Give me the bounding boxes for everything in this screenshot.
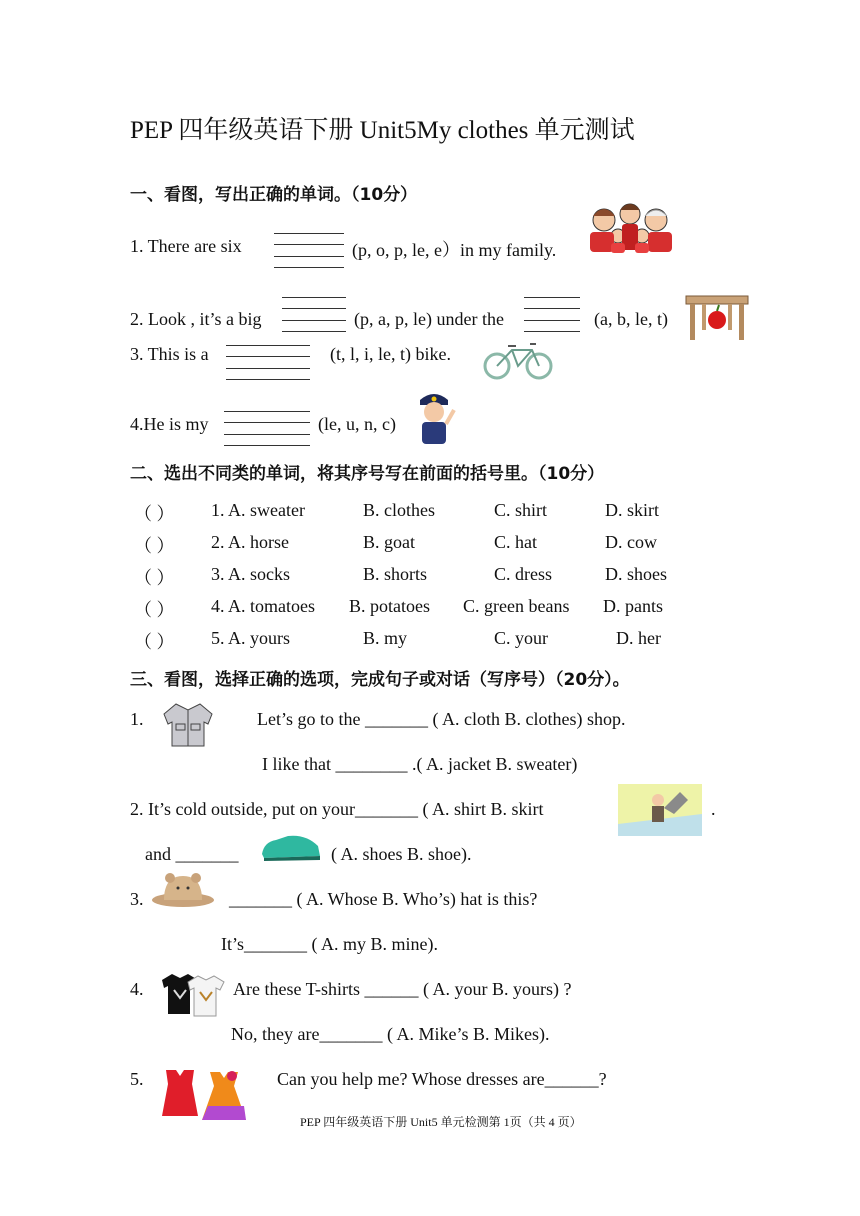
s3-q3-line1: _______ ( A. Whose B. Who’s) hat is this? [229, 889, 538, 909]
s2-option-d: D. shoes [605, 564, 667, 584]
t-shirts-icon [158, 972, 228, 1018]
s2-option-c: C. your [494, 628, 548, 648]
s1-q3-hint: (t, l, i, le, t) bike. [330, 344, 451, 364]
policeman-icon [408, 388, 460, 446]
family-picture-icon [584, 192, 678, 254]
s3-q1-line2: I like that ________ .( A. jacket B. sweater) [262, 754, 578, 774]
s2-option-a: 5. A. yours [211, 628, 291, 648]
s1-q4-line-4 [224, 445, 310, 446]
s2-option-a: 1. A. sweater [211, 500, 305, 520]
s1-q2-line-4 [282, 331, 346, 332]
s2-option-b: B. potatoes [349, 596, 430, 616]
s1-q2-hint1: (p, a, p, le) under the [354, 309, 504, 329]
s3-q2-line2-start: and _______ [145, 844, 239, 864]
section2-heading: 二、选出不同类的单词，将其序号写在前面的括号里。（10分） [130, 464, 605, 484]
s2-option-d: D. cow [605, 532, 657, 552]
s1-q1-line-3 [274, 256, 344, 257]
s1-q2-line-5 [524, 297, 580, 298]
s1-q2-line-3 [282, 320, 346, 321]
s1-q1-hint: (p, o, p, le, e）in my family. [352, 240, 557, 260]
s2-option-c: C. green beans [463, 596, 570, 616]
page-footer: PEP 四年级英语下册 Unit5 单元检测第 1页（共 4 页） [300, 1115, 582, 1129]
s2-option-a: 2. A. horse [211, 532, 289, 552]
s1-q1-line-2 [274, 244, 344, 245]
s3-q5-line1: Can you help me? Whose dresses are______? [277, 1069, 607, 1089]
s2-option-a: 4. A. tomatoes [211, 596, 315, 616]
section1-heading: 一、看图，写出正确的单词。（10分） [130, 185, 418, 205]
s1-q4-line-1 [224, 411, 310, 412]
s1-q2-line-7 [524, 320, 580, 321]
answer-parentheses[interactable]: （ ） [134, 600, 175, 620]
s1-q1-line-1 [274, 233, 344, 234]
hat-icon [150, 870, 216, 908]
dresses-icon [158, 1066, 248, 1124]
s3-q1-line1: Let’s go to the _______ ( A. cloth B. clothes) shop. [257, 709, 626, 729]
s1-q2-line-2 [282, 308, 346, 309]
table-with-apple-icon [684, 292, 750, 342]
s3-q5-number: 5. [130, 1069, 144, 1089]
s1-q4-hint: (le, u, n, c) [318, 414, 396, 434]
s3-q4-number: 4. [130, 979, 144, 999]
s1-q4-line-3 [224, 434, 310, 435]
s1-q2-line-6 [524, 308, 580, 309]
s1-q1-line-4 [274, 267, 344, 268]
section3-heading: 三、看图，选择正确的选项，完成句子或对话（写序号）（20分）。 [130, 670, 630, 690]
s2-option-b: B. my [363, 628, 408, 648]
s3-q2-line1: 2. It’s cold outside, put on your_______ ( A. shirt B. skirt [130, 799, 544, 819]
s2-option-c: C. hat [494, 532, 537, 552]
s2-option-a: 3. A. socks [211, 564, 291, 584]
s3-q1-number: 1. [130, 709, 144, 729]
s3-q2-period: . [711, 799, 716, 819]
s2-option-d: D. skirt [605, 500, 659, 520]
s1-q3-line-3 [226, 368, 310, 369]
s1-q1-prefix: 1. There are six [130, 236, 242, 256]
page-title: PEP 四年级英语下册 Unit5My clothes 单元测试 [130, 117, 635, 144]
s1-q3-line-1 [226, 345, 310, 346]
s3-q4-line2: No, they are_______ ( A. Mike’s B. Mikes). [231, 1024, 550, 1044]
cold-weather-icon [618, 784, 702, 836]
answer-parentheses[interactable]: （ ） [134, 536, 175, 556]
s1-q3-prefix: 3. This is a [130, 344, 209, 364]
s1-q2-line-8 [524, 331, 580, 332]
s3-q3-line2: It’s_______ ( A. my B. mine). [221, 934, 438, 954]
jacket-icon [160, 700, 216, 748]
s2-option-c: C. dress [494, 564, 552, 584]
s1-q4-prefix: 4.He is my [130, 414, 209, 434]
s1-q2-prefix: 2. Look , it’s a big [130, 309, 262, 329]
s2-option-d: D. pants [603, 596, 663, 616]
s1-q2-line-1 [282, 297, 346, 298]
s1-q3-line-4 [226, 379, 310, 380]
s1-q2-hint2: (a, b, le, t) [594, 309, 668, 329]
s1-q4-line-2 [224, 422, 310, 423]
s1-q3-line-2 [226, 356, 310, 357]
s2-option-d: D. her [616, 628, 661, 648]
answer-parentheses[interactable]: （ ） [134, 632, 175, 652]
answer-parentheses[interactable]: （ ） [134, 568, 175, 588]
s2-option-b: B. clothes [363, 500, 435, 520]
s2-option-b: B. goat [363, 532, 415, 552]
answer-parentheses[interactable]: （ ） [134, 504, 175, 524]
s2-option-c: C. shirt [494, 500, 548, 520]
shoes-icon [260, 832, 322, 862]
bike-icon [482, 338, 554, 382]
s2-option-b: B. shorts [363, 564, 428, 584]
s3-q4-line1: Are these T-shirts ______ ( A. your B. yours) ? [233, 979, 572, 999]
s3-q2-line2-end: ( A. shoes B. shoe). [331, 844, 472, 864]
s3-q3-number: 3. [130, 889, 144, 909]
